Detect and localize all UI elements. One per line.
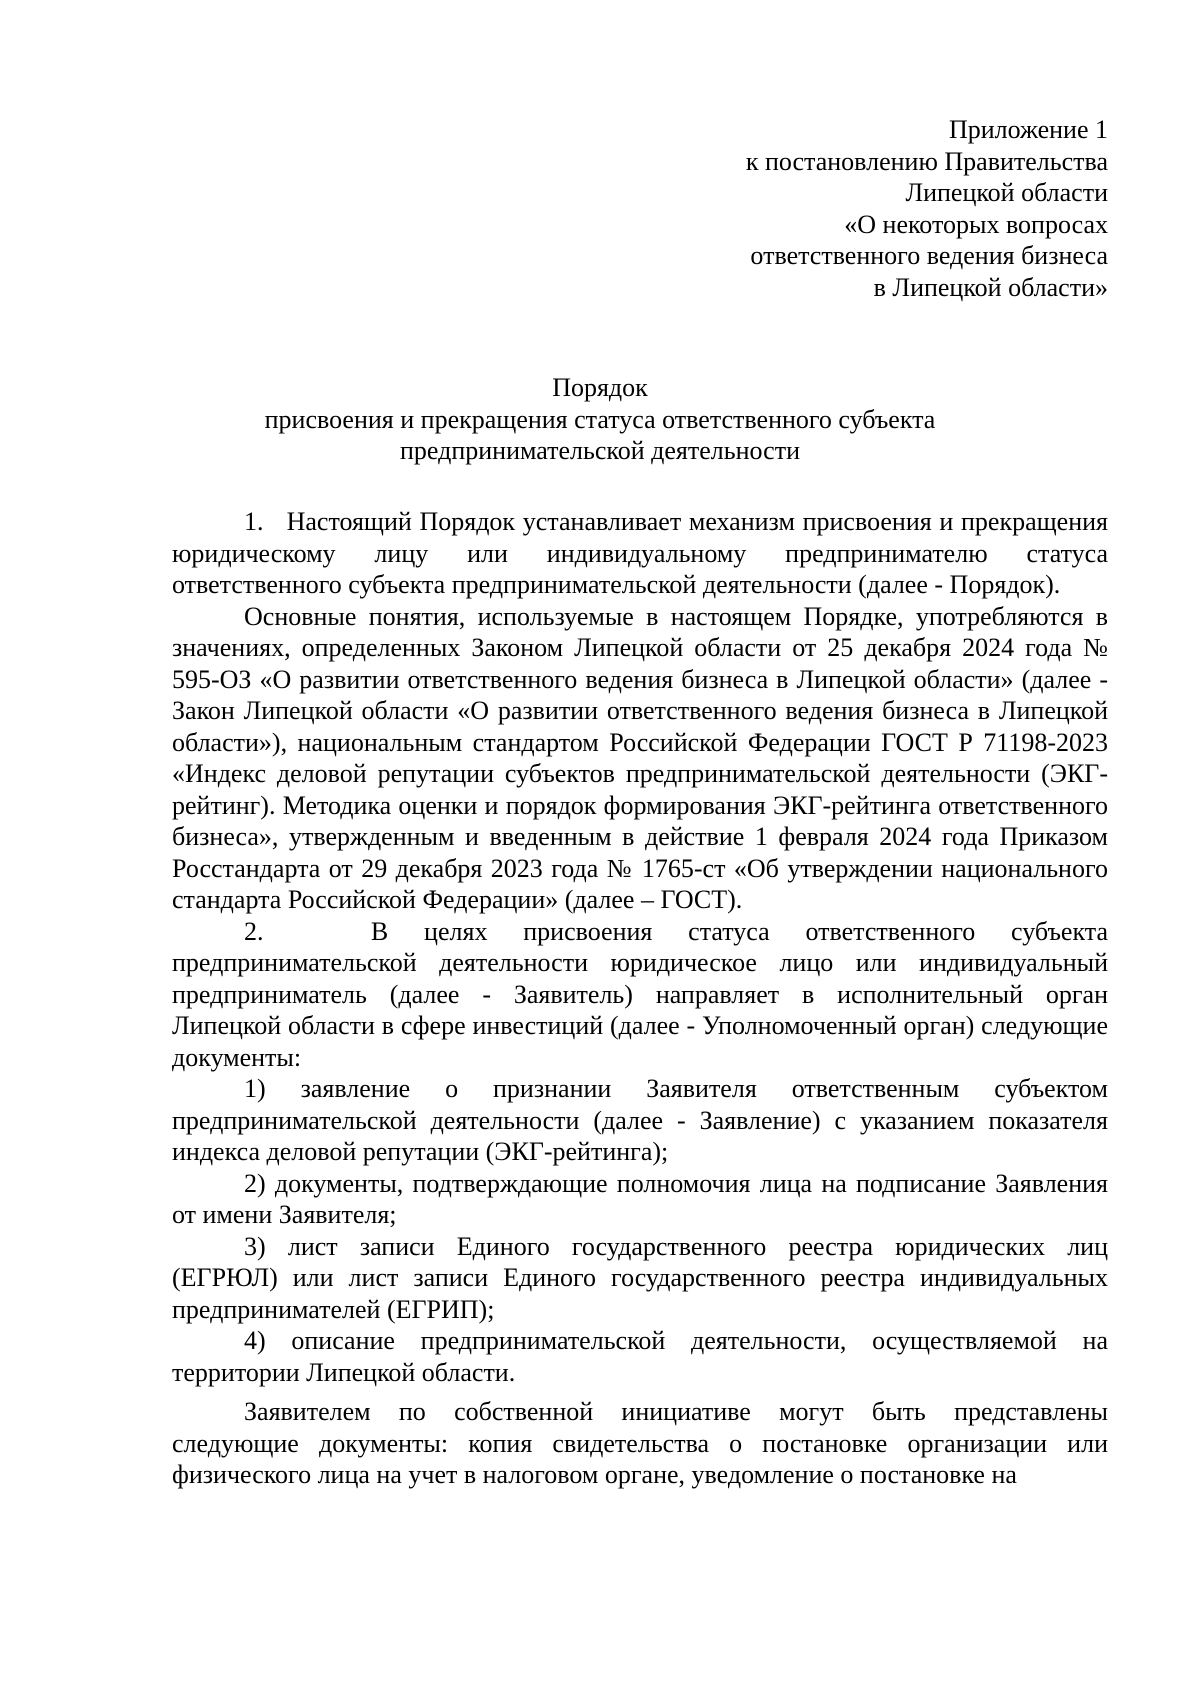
- paragraph-optional-documents: Заявителем по собственной инициативе могут быть представлены следующие документы: копия свидетельства о постановке организации или физического лица на учет в налоговом органе, уведомление о постановке на: [172, 1397, 1108, 1489]
- appendix-line: Приложение 1: [948, 115, 1108, 144]
- document-title: [0, 372, 1200, 467]
- document-body: [172, 506, 1108, 1491]
- list-item-application: 1) заявление о признании Заявителя ответственным субъектом предпринимательской деятельности (далее - Заявление) с указанием показателя индекса деловой репутации (ЭКГ-рейтинга);: [172, 1074, 1108, 1166]
- appendix-line: к постановлению Правительства: [745, 146, 1108, 176]
- appendix-line: Липецкой области: [905, 178, 1108, 207]
- appendix-line: «О некоторых вопросах: [844, 209, 1108, 239]
- paragraph-definitions: Основные понятия, используемые в настоящем Порядке, употребляются в значениях, определенных Законом Липецкой области от 25 декабря 2024 года № 595-ОЗ «О развитии ответственного ведения бизнеса в Липецкой области» (далее - Закон Липецкой области «О развитии ответственного ведения бизнеса в Липецкой области»), национальным стандартом Российской Федерации ГОСТ Р 71198-2023 «Индекс деловой репутации субъектов предпринимательской деятельности (ЭКГ-рейтинг). Методика оценки и порядок формирования ЭКГ-рейтинга ответственного бизнеса», утвержденным и введенным в действие 1 февраля 2024 года Приказом Росстандарта от 29 декабря 2023 года № 1765-ст «Об утверждении национального стандарта Российской Федерации» (далее – ГОСТ).: [172, 601, 1108, 914]
- appendix-line: ответственного ведения бизнеса: [750, 241, 1108, 270]
- list-item-activity-description: 4) описание предпринимательской деятельности, осуществляемой на территории Липецкой области.: [172, 1326, 1108, 1387]
- list-item-authority-documents: 2) документы, подтверждающие полномочия лица на подписание Заявления от имени Заявителя;: [172, 1168, 1108, 1229]
- title-subtitle-line: присвоения и прекращения статуса ответственного субъекта: [264, 404, 936, 434]
- title-subtitle-line: предпринимательской деятельности: [400, 436, 800, 465]
- paragraph-item-2: 2. В целях присвоения статуса ответственного субъекта предпринимательской деятельности юридическое лицо или индивидуальный предприниматель (далее - Заявитель) направляет в исполнительный орган Липецкой области в сфере инвестиций (далее - Уполномоченный орган) следующие документы:: [172, 916, 1108, 1072]
- list-item-registry-record: 3) лист записи Единого государственного реестра юридических лиц (ЕГРЮЛ) или лист записи Единого государственного реестра индивидуальных предпринимателей (ЕГРИП);: [172, 1231, 1108, 1324]
- paragraph-item-1: 1. Настоящий Порядок устанавливает механизм присвоения и прекращения юридическому лицу или индивидуальному предпринимателю статуса ответственного субъекта предпринимательской деятельности (далее - Порядок).: [172, 507, 1108, 599]
- appendix-line: в Липецкой области»: [873, 272, 1108, 302]
- title-heading: Порядок: [552, 373, 648, 402]
- appendix-header: [548, 114, 1108, 303]
